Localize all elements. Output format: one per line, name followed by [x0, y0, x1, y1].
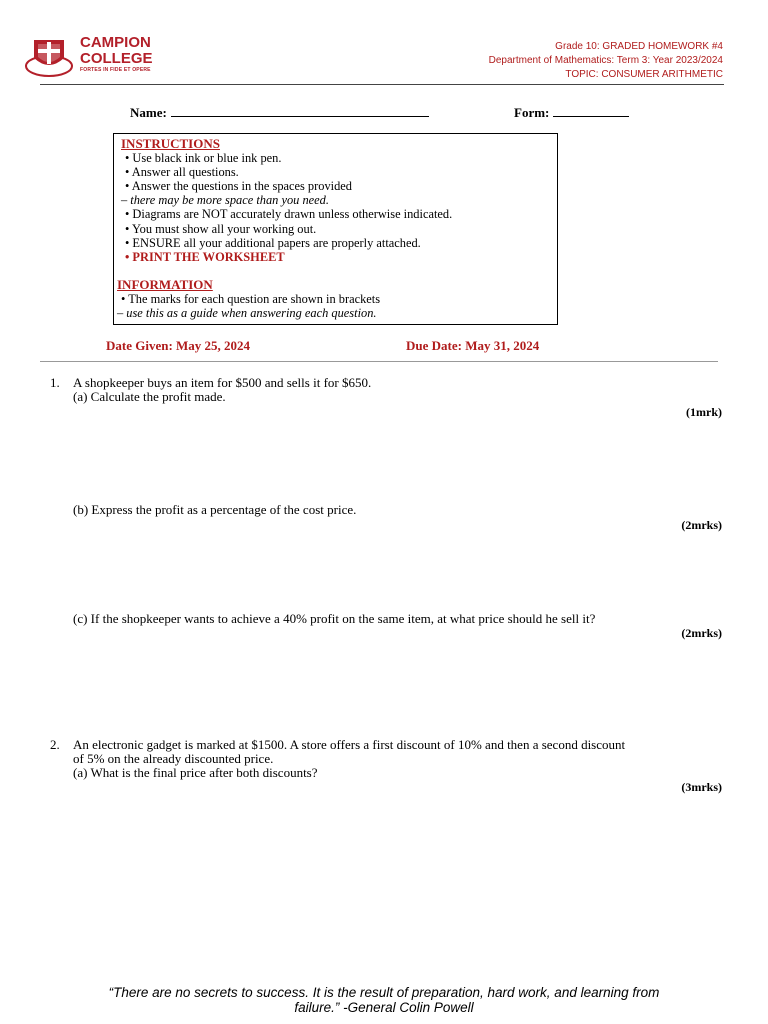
date-given: Date Given: May 25, 2024: [106, 338, 251, 353]
instruction-item: • Answer all questions.: [125, 165, 239, 180]
information-note: – use this as a guide when answering each question.: [117, 306, 377, 321]
instruction-item: • Answer the questions in the spaces provided: [125, 179, 352, 194]
instruction-item: • Diagrams are NOT accurately drawn unless otherwise indicated.: [125, 207, 453, 222]
question-1-stem: A shopkeeper buys an item for $500 and sells it for $650.: [73, 375, 372, 390]
question-1c-marks: (2mrks): [681, 626, 722, 640]
due-date: Due Date: May 31, 2024: [406, 338, 540, 353]
topic-line: TOPIC: CONSUMER ARITHMETIC: [565, 69, 723, 80]
question-2-stem-line-2: of 5% on the already discounted price.: [73, 751, 274, 766]
question-2-number: 2.: [50, 737, 60, 752]
instruction-item: • You must show all your working out.: [125, 221, 317, 236]
instruction-note: – there may be more space than you need.: [121, 193, 329, 208]
school-crest-logo: [24, 36, 74, 78]
grade-line: Grade 10: GRADED HOMEWORK #4: [555, 41, 723, 52]
footer-quote-line-2: failure.” -General Colin Powell: [294, 1000, 474, 1015]
question-1a: (a) Calculate the profit made.: [73, 389, 226, 404]
school-name-line-1: CAMPION: [80, 34, 151, 51]
question-1b-marks: (2mrks): [681, 518, 722, 532]
footer-quote: [60, 985, 708, 1015]
document-header-info: [489, 40, 723, 82]
instruction-item-print: • PRINT THE WORKSHEET: [125, 249, 285, 264]
footer-quote-line-1: “There are no secrets to success. It is the result of preparation, hard work, and learning from: [108, 985, 660, 1000]
school-name: [80, 35, 153, 67]
header-divider: [40, 84, 724, 85]
question-2a: (a) What is the final price after both discounts?: [73, 765, 318, 780]
question-2-stem-line-1: An electronic gadget is marked at $1500. A store offers a first discount of 10% and then a second discount: [73, 737, 626, 752]
instructions-content: [117, 136, 551, 321]
name-field: [130, 104, 429, 121]
form-field: [514, 104, 629, 121]
form-label: Form:: [514, 105, 550, 120]
department-line: Department of Mathematics: Term 3: Year 2023/2024: [488, 55, 723, 66]
question-2a-marks: (3mrks): [681, 780, 722, 794]
form-blank-line: [553, 104, 629, 117]
school-name-line-2: COLLEGE: [80, 50, 153, 67]
section-divider: [40, 361, 718, 362]
school-motto: FORTES IN FIDE ET OPERE: [80, 67, 151, 73]
name-blank-line: [171, 104, 429, 117]
question-1a-marks: (1mrk): [686, 405, 722, 419]
information-item: • The marks for each question are shown in brackets: [121, 291, 381, 306]
name-label: Name:: [130, 105, 167, 120]
information-heading: INFORMATION: [117, 276, 213, 292]
instruction-item: • ENSURE all your additional papers are properly attached.: [125, 235, 421, 250]
question-1-number: 1.: [50, 375, 60, 390]
question-1b: (b) Express the profit as a percentage of the cost price.: [73, 502, 357, 517]
question-1c: (c) If the shopkeeper wants to achieve a 40% profit on the same item, at what price should he sell it?: [73, 611, 596, 626]
instruction-item: • Use black ink or blue ink pen.: [125, 151, 282, 166]
instructions-heading: INSTRUCTIONS: [121, 136, 220, 151]
